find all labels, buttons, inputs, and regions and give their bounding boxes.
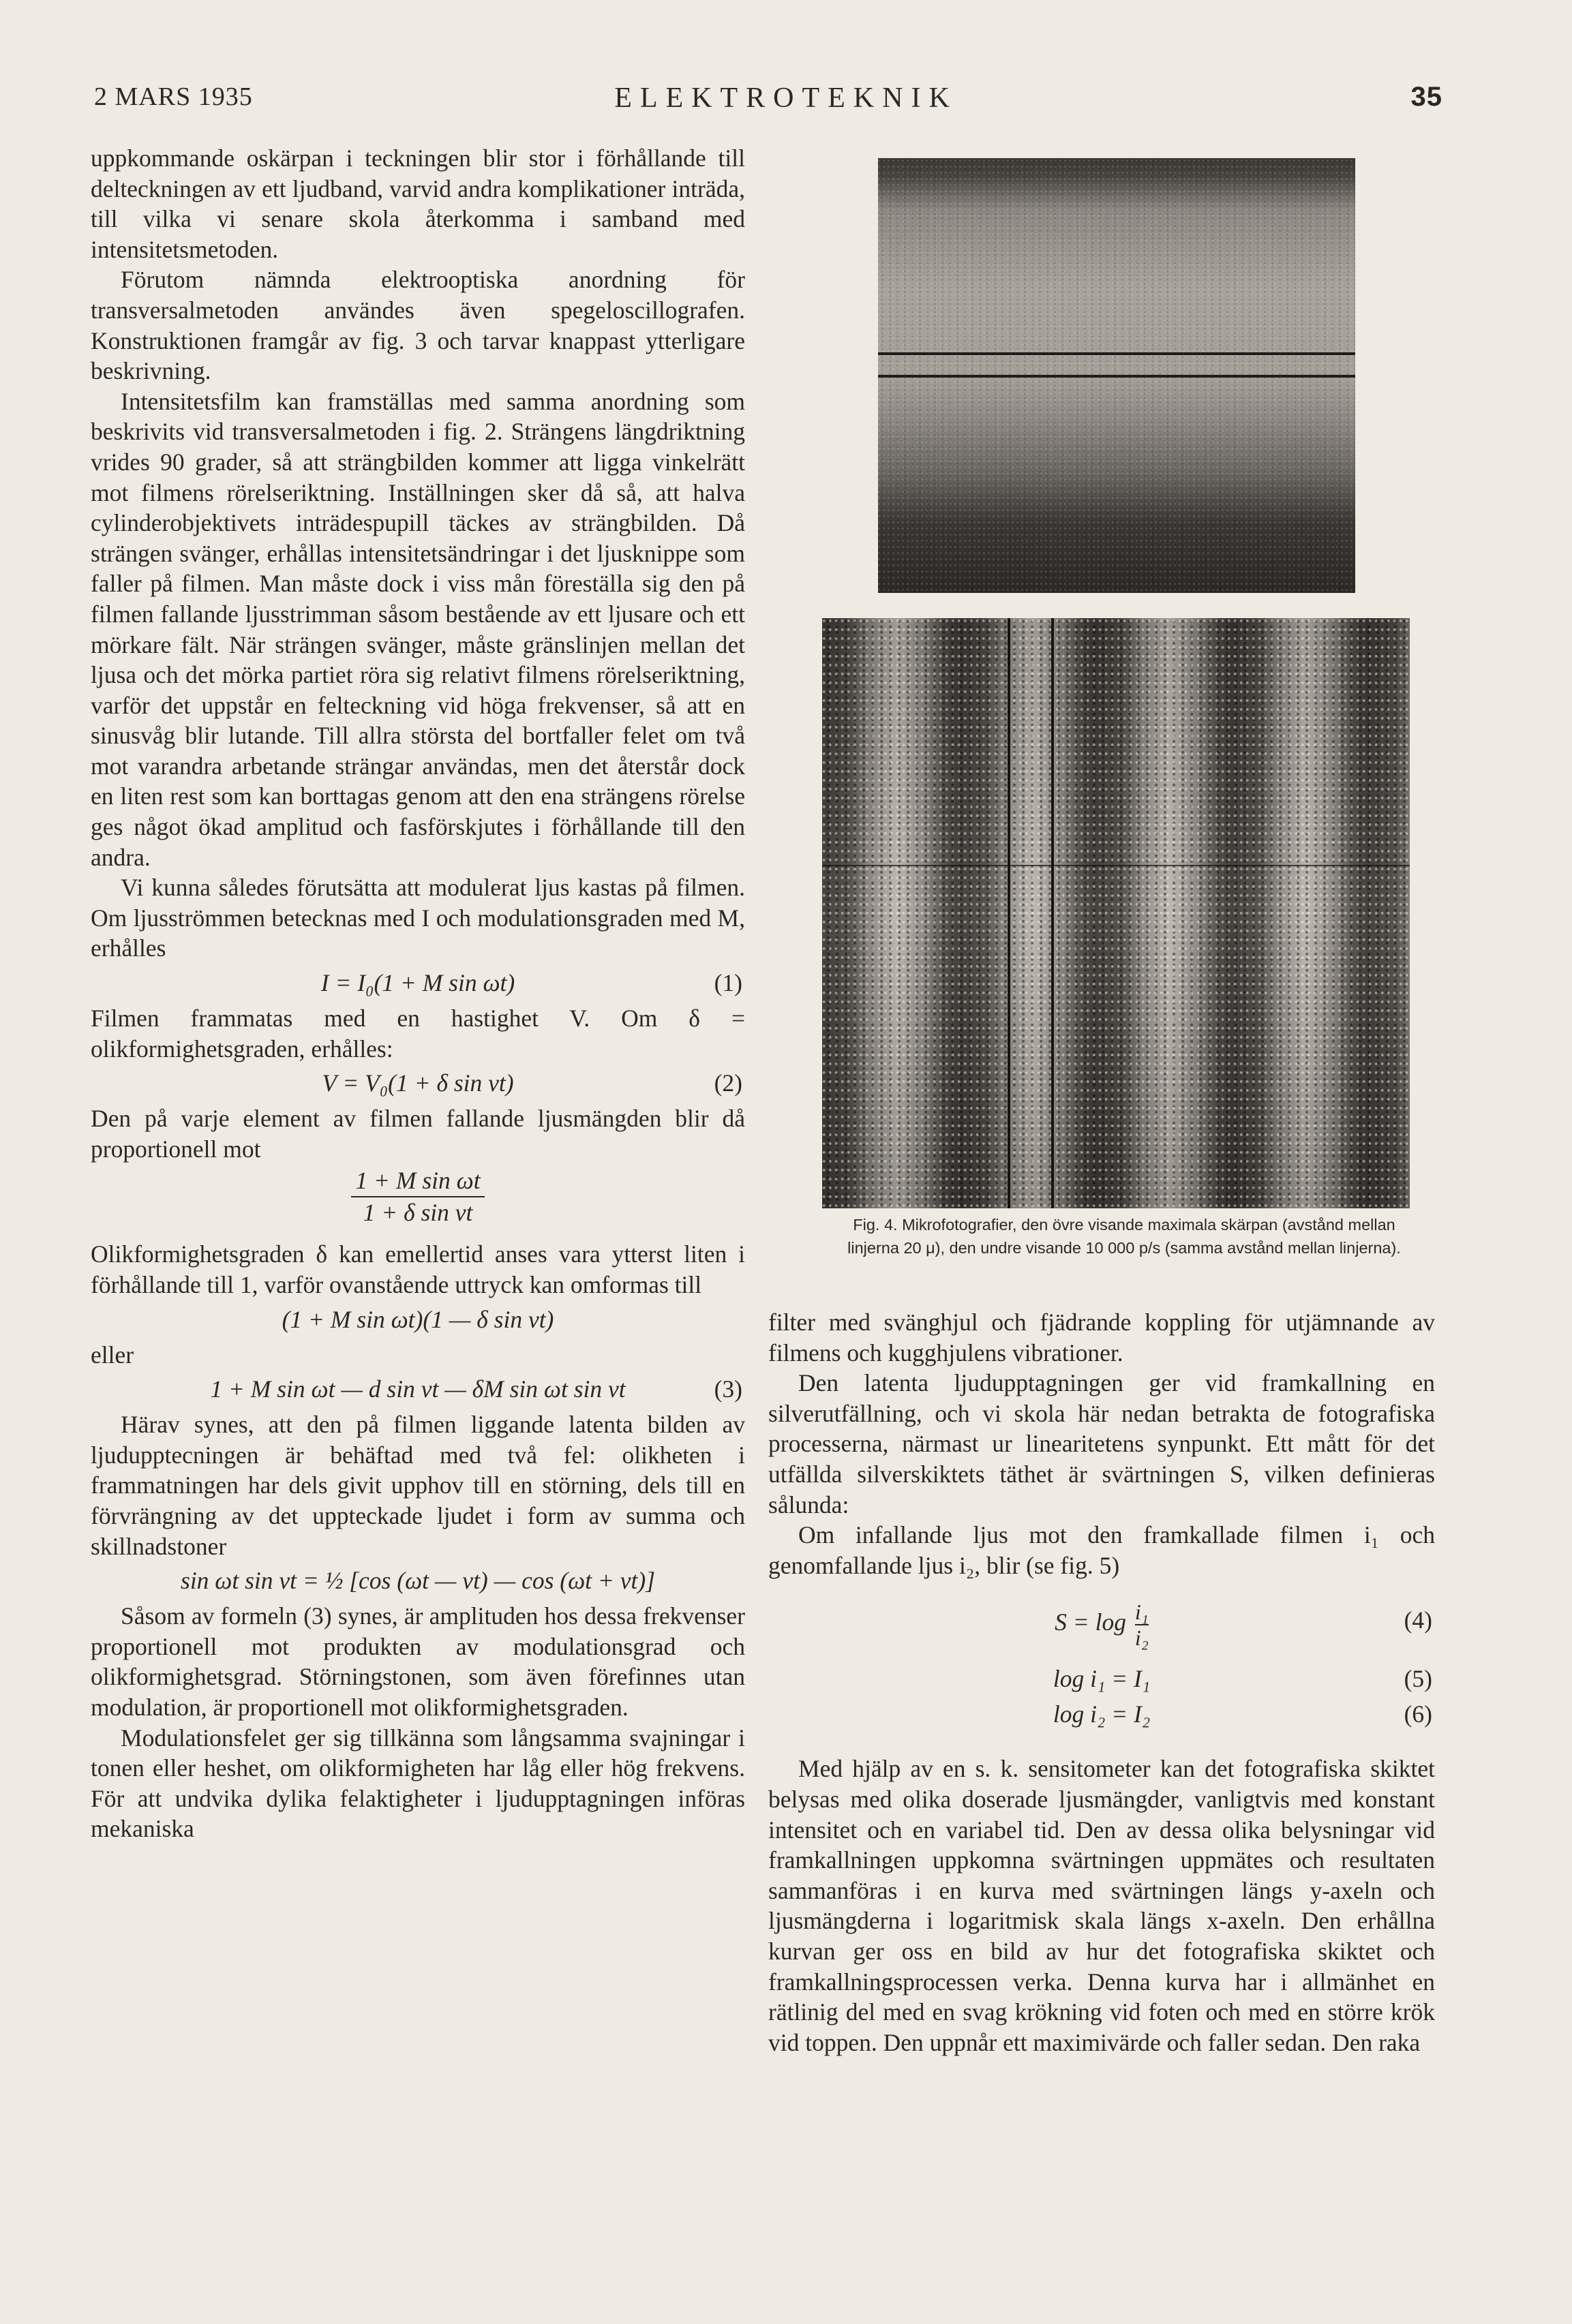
microphotograph-top	[878, 158, 1355, 593]
equation-3: 1 + M sin ωt — d sin νt — δM sin ωt sin νt (3)	[91, 1374, 745, 1405]
microphotograph-bottom	[822, 618, 1410, 1208]
equation-product: (1 + M sin ωt)(1 — δ sin νt)	[282, 1305, 554, 1333]
fraction-numerator: 1 + M sin ωt	[355, 1167, 481, 1195]
paragraph: Med hjälp av en s. k. sensitometer kan det fotografiska skiktet belysas med olika doserade ljusmängder, vanligtvis med konstant intensitet och en variabel tid. Den av dessa olika belysningar vid framkallningen uppkomna svärtningen uppmätes och resultaten sammanföras i en kurva med svärtningen längs y-axeln och ljusmängderna i logaritmisk skala längs x-axeln. Den erhållna kurvan ger oss en bild av hur det fotografiska skiktet och framkallningsprocessen verka. Denna kurva har i allmänhet en rätlinig del med en svag krökning vid foten och med en större krök vid toppen. Den uppnår ett maximivärde och faller sedan. Den raka	[768, 1755, 1435, 2056]
paragraph: Härav synes, att den på filmen liggande latenta bilden av ljudupptecningen är behäftad med två fel: olikheten i frammatningen har dels givit upphov till en störning, dels till en förvrängning av det uppteckade ljudet i form av summa och skillnadstoner	[91, 1411, 745, 1560]
paragraph: Modulationsfelet ger sig tillkänna som långsamma svajningar i tonen eller heshet, om olikformigheten har låg eller hög frekvens. För att undvika dylika felaktigheter i ljudupptagningen införas mekaniska	[91, 1724, 745, 1843]
equation-4: S = log $\frac{\text{i₁}}{\text{i₂}}$ (4)	[1055, 1600, 1432, 1651]
equation-number: (5)	[1404, 1665, 1432, 1693]
paragraph: Den latenta ljudupptagningen ger vid framkallning en silverutfällning, och vi skola här nedan betrakta de fotografiska processerna, närmast ur linearitetens synpunkt. Ett mått för det utfällda silverskiktets täthet är svärtningen S, vilken definieras sålunda:	[768, 1369, 1435, 1518]
page-number: 35	[1410, 82, 1442, 112]
left-column	[91, 143, 745, 1844]
paragraph: Olikformighetsgraden δ kan emellertid anses vara ytterst liten i förhållande till 1, varför ovanstående uttryck kan omformas till	[91, 1240, 745, 1298]
header-date: 2 MARS 1935	[94, 82, 253, 111]
equation-2: V = V₀(1 + δ sin νt) (2)	[91, 1068, 745, 1099]
equation-6: log i₂ = I₂ (6)	[768, 1699, 1435, 1730]
equation-number: (4)	[1404, 1606, 1432, 1634]
fraction-expression	[91, 1165, 745, 1236]
header-journal-title: ELEKTROTEKNIK	[614, 82, 958, 114]
paragraph: Om infallande ljus mot den framkallade filmen i₁ och genomfallande ljus i₂, blir (se fig. 5)	[768, 1521, 1435, 1579]
eller-text: eller	[91, 1341, 134, 1369]
paragraph: Den på varje element av filmen fallande ljusmängden blir då proportionell mot	[91, 1105, 745, 1163]
paragraph: Förutom nämnda elektrooptiska anordning för transversalmetoden användes även spegeloscillografen. Konstruktionen framgår av fig. 3 och tarvar knappast ytterligare beskrivning.	[91, 266, 745, 385]
paragraph: Såsom av formeln (3) synes, är amplituden hos dessa frekvenser proportionell mot produkten av modulationsgrad och olikformighetsgrad. Störningstonen, som även förefinnes utan modulation, är proportionell mot olikformighetsgraden.	[91, 1602, 745, 1721]
paragraph: Intensitetsfilm kan framställas med samma anordning som beskrivits vid transversalmetoden i fig. 2. Strängens längdriktning vrides 90 grader, så att strängbilden kommer att ligga vinkelrätt mot filmens rörelseriktning. Inställningen sker då så, att halva cylinderobjektivets inträdespupill täckes av strängbilden. Då strängen svänger, erhållas intensitetsändringar i det ljusknippe som faller på filmen. Man måste dock i viss mån föreställa sig den på filmen fallande ljusstrimman såsom bestående av ett ljusare och ett mörkare fält. När strängen svänger, måste gränslinjen mellan det ljusa och det mörka partiet röra sig relativt filmens rörelseriktning, varför det uppstår en felteckning vid höga frekvenser, så att en sinusvåg blir lutande. Till allra största del bortfaller felet om två mot varandra arbetande strängar användas, men det återstår dock en liten rest som kan borttagas genom att den ena strängens rörelse ges något ökad amplitud och fasförskjutes i förhållande till den andra.	[91, 387, 745, 871]
fraction-denominator: 1 + δ sin νt	[351, 1196, 484, 1228]
equation-trig: sin ωt sin νt = ½ [cos (ωt — νt) — cos (ωt + νt)]	[181, 1567, 655, 1595]
equation-number: (3)	[714, 1375, 742, 1403]
equation-1: I = I₀(1 + M sin ωt) (1)	[91, 968, 745, 999]
figure-caption: Fig. 4. Mikrofotografier, den övre visande maximala skärpan (avstånd mellan linjerna 20 μ), den undre visande 10 000 p/s (samma avstånd mellan linjerna).	[847, 1216, 1401, 1257]
equation-number: (2)	[714, 1069, 742, 1097]
right-column	[768, 1307, 1435, 2058]
equation-number: (6)	[1404, 1700, 1432, 1728]
paragraph: filter med svänghjul och fjädrande koppling för utjämnande av filmens och kugghjulens vibrationer.	[768, 1309, 1435, 1366]
equation-number: (1)	[714, 969, 742, 997]
paragraph: Filmen frammatas med en hastighet V. Om δ = olikformighetsgraden, erhålles:	[91, 1005, 745, 1062]
paragraph: uppkommande oskärpan i teckningen blir stor i förhållande till delteckningen av ett ljudband, varvid andra komplikationer inträda, till vilka vi senare skola återkomma i samband med intensitetsmetoden.	[91, 144, 745, 263]
paragraph: Vi kunna således förutsätta att modulerat ljus kastas på filmen. Om ljusströmmen betecknas med I och modulationsgraden med M, erhålles	[91, 874, 745, 962]
equation-5: log i₁ = I₁ (5)	[768, 1664, 1435, 1695]
